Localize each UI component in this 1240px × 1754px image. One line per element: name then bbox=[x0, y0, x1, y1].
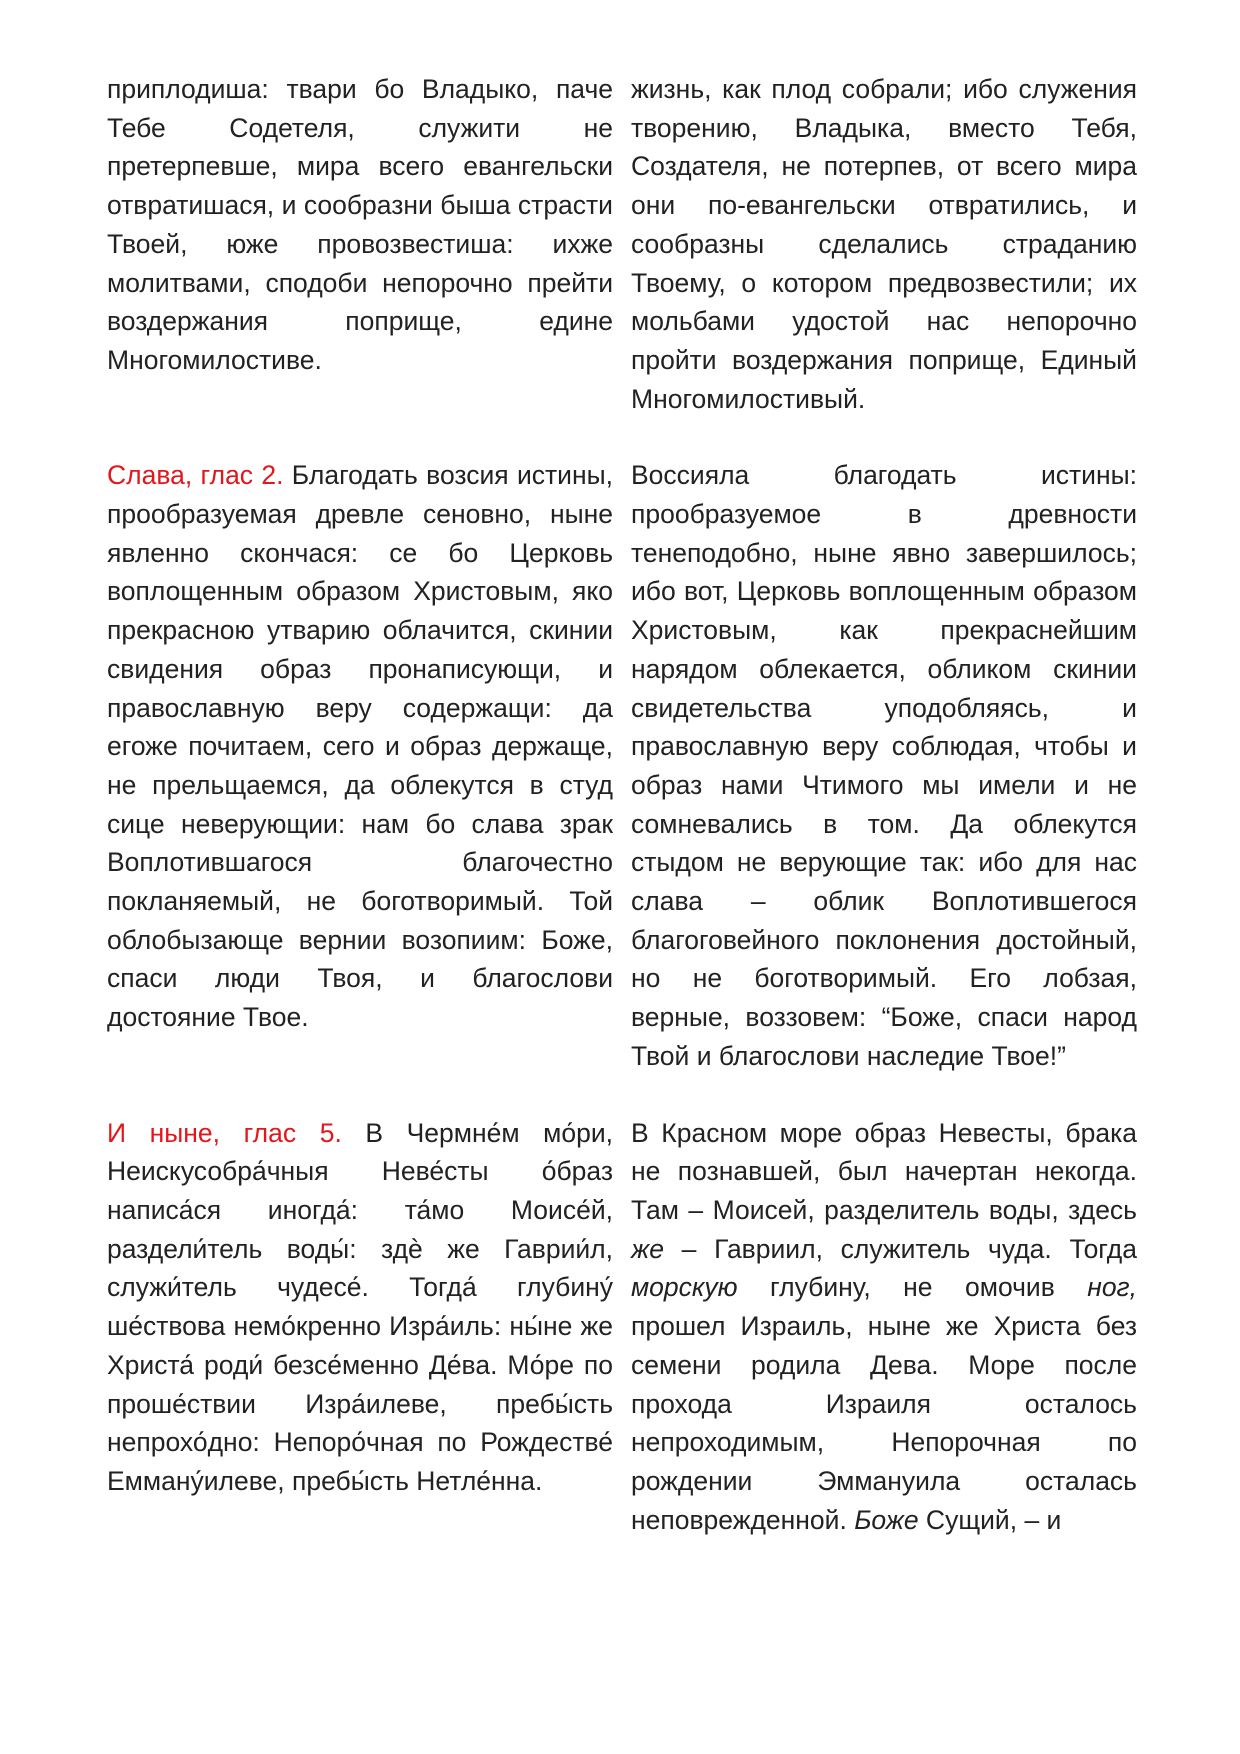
italic-text-run: морскую bbox=[631, 1272, 738, 1303]
russian-translation-text bbox=[631, 456, 1137, 1075]
text-run: – Гавриил, служитель чуда. Тогда bbox=[663, 1233, 1137, 1264]
document-page bbox=[107, 70, 1137, 1539]
russian-translation-text bbox=[631, 70, 1137, 418]
text-run: В Чермне́м мо́ри, Неискусобра́чныя Неве́сты о́браз написа́ся иногда́: та́мо Моисе́й, раздели́тель воды́: здѐ же Гаврии́л, служи́тель чудесе́. Тогда́ глубину́ ше́ствова немо́кренно Изра́иль: ны́не же Христа́ роди́ безсе́менно Де́ва. Мо́ре по проше́ствии Изра́илеве, пребы́сть непрохо́дно: Непоро́чная по Рождестве́ Емману́илеве, пребы́сть Нетле́нна. bbox=[107, 1117, 614, 1496]
italic-text-run: ног, bbox=[1087, 1272, 1137, 1303]
section-3 bbox=[107, 1114, 1137, 1540]
church-slavonic-text bbox=[107, 1114, 613, 1540]
text-run: прошел Израиль, ныне же Христа без семени родила Дева. Море после прохода Израиля осталось непроходимым, Непорочная по рождении Эммануила осталась неповрежденной. bbox=[631, 1311, 1137, 1535]
text-run: приплодиша: твари бо Владыко, паче Тебе Содетеля, служити не претерпевше, мира всего евангельски отвратишася, и сообразни быша страсти Твоей, юже провозвестиша: ихже молитвами, сподоби непорочно прейти воздержания поприще, едине Многомилостиве. bbox=[107, 74, 613, 375]
text-run: жизнь, как плод собрали; ибо служения творению, Владыка, вместо Тебя, Создателя, не потерпев, от всего мира они по-евангельски отвратились, и сообразны сделались страданию Твоему, о котором предвозвестили; их мольбами удостой нас непорочно пройти воздержания поприще, Единый Многомилостивый. bbox=[631, 74, 1137, 414]
italic-text-run: же bbox=[631, 1233, 664, 1264]
text-run: В Красном море образ Невесты, брака не познавшей, был начертан некогда. Там – Моисей, разделитель воды, здесь bbox=[631, 1117, 1137, 1225]
text-run: Сущий, – и bbox=[918, 1504, 1062, 1535]
section-1 bbox=[107, 70, 1137, 418]
text-run: Благодать возсия истины, прообразуемая древле сеновно, ныне явленно скончася: се бо Церковь воплощенным образом Христовым, яко прекрасною утварию облачится, скинии свидения образ пронаписующи, и православную веру содержащи: да егоже почитаем, сего и образ держаще, не прельщаемся, да облекутся в студ сице неверующии: нам бо слава зрак Воплотившагося благочестно покланяемый, не боготворимый. Той облобызающе вернии возопиим: Боже, спаси люди Твоя, и благослови достояние Твое. bbox=[107, 460, 613, 1033]
russian-translation-text bbox=[631, 1114, 1137, 1540]
church-slavonic-text bbox=[107, 456, 613, 1075]
italic-text-run: Боже bbox=[854, 1504, 919, 1535]
text-run: Воссияла благодать истины: прообразуемое в древности тенеподобно, ныне явно завершилось; ибо вот, Церковь воплощенным образом Христовым, как прекраснейшим нарядом облекается, обликом скинии свидетельства уподобляясь, и православную веру соблюдая, чтобы и образ нами Чтимого мы имели и не сомневались в том. Да облекутся стыдом не верующие так: ибо для нас слава – облик Воплотившегося благоговейного поклонения достойный, но не боготворимый. Его лобзая, верные, воззовем: “Боже, спаси народ Твой и благослови наследие Твое!” bbox=[631, 460, 1137, 1071]
section-2 bbox=[107, 456, 1137, 1075]
text-run: глубину, не омочив bbox=[737, 1272, 1088, 1303]
rubric-heading: И ныне, глас 5. bbox=[107, 1117, 342, 1148]
rubric-heading: Слава, глас 2. bbox=[107, 460, 284, 491]
church-slavonic-text bbox=[107, 70, 613, 418]
